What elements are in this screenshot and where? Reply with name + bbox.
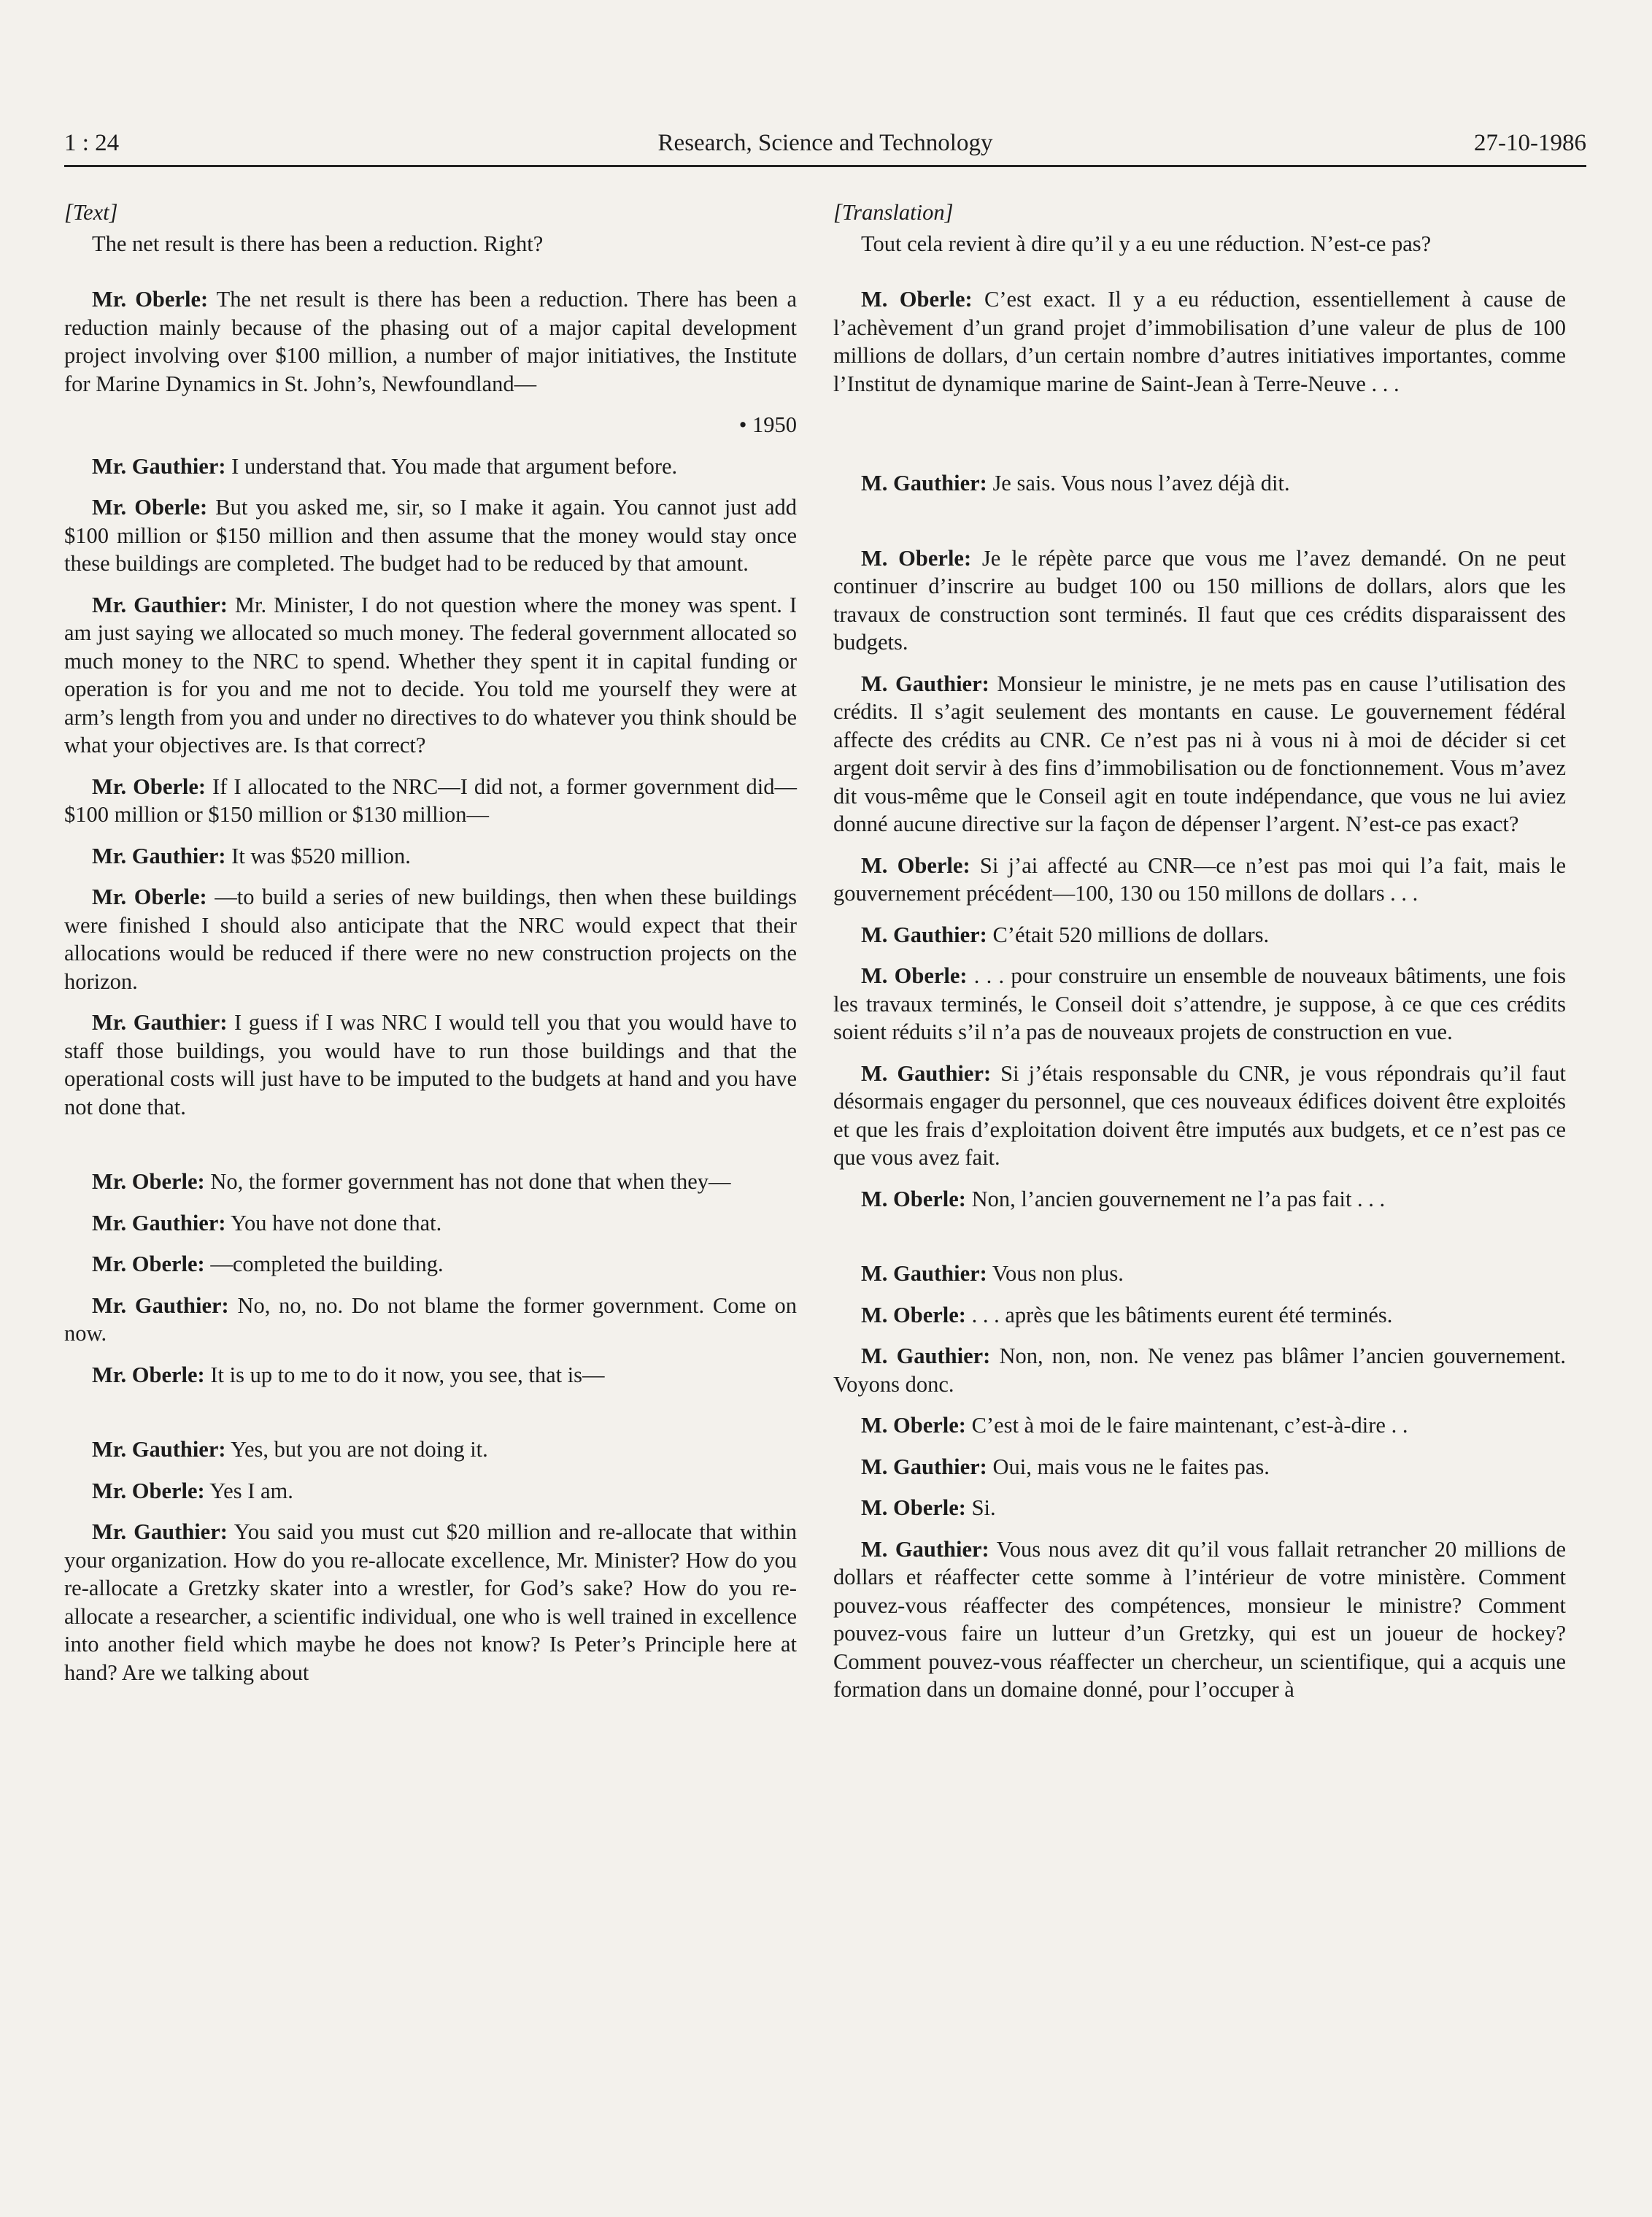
speaker-name: Mr. Oberle: xyxy=(92,884,207,909)
paragraph: Mr. Gauthier: No, no, no. Do not blame the former government. Come on now. xyxy=(64,1292,797,1346)
paragraph: The net result is there has been a reduction. Right? xyxy=(92,231,544,256)
speaker-name: M. Gauthier: xyxy=(861,671,989,696)
paragraph: M. Oberle: . . . après que les bâtiments eurent été terminés. xyxy=(861,1302,1393,1327)
paragraph: Mr. Oberle: Yes I am. xyxy=(92,1478,293,1503)
speaker-name: Mr. Gauthier: xyxy=(92,1010,228,1035)
speaker-name: Mr. Gauthier: xyxy=(92,843,226,868)
speaker-name: M. Oberle: xyxy=(861,1302,966,1327)
paragraph: M. Gauthier: Je sais. Vous nous l’avez déjà dit. xyxy=(861,471,1290,496)
paragraph: M. Oberle: Si. xyxy=(861,1495,996,1520)
paragraph: Mr. Gauthier: It was $520 million. xyxy=(92,843,411,868)
page-number: 1 : 24 xyxy=(64,130,120,156)
paragraph: Mr. Oberle: It is up to me to do it now, you see, that is— xyxy=(92,1362,605,1387)
section-label-text: Translation xyxy=(841,200,945,225)
running-title: Research, Science and Technology xyxy=(657,130,993,156)
speaker-name: M. Oberle: xyxy=(861,963,968,988)
paragraph: M. Oberle: . . . pour construire un ensemble de nouveaux bâtiments, une fois les travaux terminés, le Conseil doit s’attendre, je suppose, à ce que ces crédits soient réduits s’il n’a pas de nouveaux projets de construction en vue. xyxy=(833,963,1567,1044)
speaker-name: Mr. Oberle: xyxy=(92,287,209,312)
paragraph: M. Gauthier: C’était 520 millions de dollars. xyxy=(861,922,1270,947)
speaker-name: M. Gauthier: xyxy=(861,1536,989,1562)
paragraph: Mr. Oberle: But you asked me, sir, so I make it again. You cannot just add $100 million or $150 million and then assume that the money would stay once these buildings are completed. The budget had to be reduced by that amount. xyxy=(64,495,797,576)
speaker-name: Mr. Oberle: xyxy=(92,774,206,799)
paragraph: M. Gauthier: Oui, mais vous ne le faites pas. xyxy=(861,1454,1270,1479)
speaker-name: M. Oberle: xyxy=(861,852,970,878)
speaker-name: Mr. Gauthier: xyxy=(92,1210,226,1235)
speaker-name: M. Oberle: xyxy=(861,1495,966,1520)
paragraph: M. Gauthier: Vous nous avez dit qu’il vous fallait retrancher 20 millions de dollars et réaffecter cette somme à l’intérieur de votre ministère. Comment pouvez-vous réaffecter des compétences, monsieur le ministre? Comment pouvez-vous faire un lutteur d’un Gretzky, qui est un joueur de hockey? Comment pouvez-vous réaffecter un chercheur, un scientifique, qui a acquis une formation dans un domaine donné, pour l’occuper à xyxy=(833,1536,1566,1702)
speaker-name: M. Gauthier: xyxy=(861,1060,992,1086)
speaker-name: M. Oberle: xyxy=(861,1186,966,1211)
speaker-name: M. Gauthier: xyxy=(861,1454,987,1479)
paragraph: M. Oberle: Je le répète parce que vous me l’avez demandé. On ne peut continuer d’inscrire au budget 100 ou 150 millions de dollars, alors que les travaux de construction sont terminés. Il faut que ces crédits disparaissent des budgets. xyxy=(833,545,1566,655)
time-marker: • 1950 xyxy=(738,412,797,437)
speaker-name: Mr. Oberle: xyxy=(92,1478,205,1503)
paragraph: Mr. Oberle: The net result is there has been a reduction. There has been a reduction mainly because of the phasing out of a major capital development project involving over $100 million, a number of major initiatives, the Institute for Marine Dynamics in St. John’s, Newfoundland— xyxy=(64,287,797,396)
speaker-name: M. Gauthier: xyxy=(861,1343,991,1368)
page-header xyxy=(64,124,1586,167)
speaker-name: Mr. Oberle: xyxy=(92,1362,205,1387)
speaker-name: M. Gauthier: xyxy=(861,922,987,947)
speaker-name: M. Oberle: xyxy=(861,1413,966,1438)
paragraph: Mr. Oberle: —to build a series of new buildings, then when these buildings were finished I should also anticipate that the NRC would expect that their allocations would be reduced if there were no new construction projects on the horizon. xyxy=(64,884,797,994)
english-column xyxy=(64,198,797,1700)
speaker-name: Mr. Gauthier: xyxy=(92,1437,226,1462)
paragraph: Mr. Gauthier: You said you must cut $20 million and re-allocate that within your organization. How do you re-allocate excellence, Mr. Minister? How do you re-allocate a Gretzky skater into a wrestler, for God’s sake? How do you re-allocate a researcher, a scientific individual, one who is well trained in excellence into another field which maybe he does not know? Is Peter’s Principle here at hand? Are we talking about xyxy=(64,1519,797,1685)
paragraph: Mr. Gauthier: I understand that. You made that argument before. xyxy=(92,453,678,479)
paragraph: Mr. Oberle: If I allocated to the NRC—I did not, a former government did—$100 million or $150 million or $130 million— xyxy=(64,774,797,827)
paragraph: M. Oberle: Si j’ai affecté au CNR—ce n’est pas moi qui l’a fait, mais le gouvernement précédent—100, 130 ou 150 millons de dollars . . . xyxy=(833,852,1566,906)
speaker-name: M. Gauthier: xyxy=(861,471,987,496)
paragraph: Mr. Oberle: —completed the building. xyxy=(92,1252,444,1276)
paragraph: M. Gauthier: Vous non plus. xyxy=(861,1261,1124,1286)
speaker-name: Mr. Oberle: xyxy=(92,1252,205,1276)
speaker-name: M. Oberle: xyxy=(861,545,972,571)
paragraph: Mr. Gauthier: I guess if I was NRC I would tell you that you would have to staff those buildings, you would have to run those buildings and that the operational costs will just have to be imputed to the budgets at hand and you have not done that. xyxy=(64,1010,797,1119)
speaker-name: M. Gauthier: xyxy=(861,1261,987,1286)
french-column xyxy=(833,198,1566,1717)
speaker-name: Mr. Gauthier: xyxy=(92,453,226,479)
paragraph: Mr. Gauthier: Mr. Minister, I do not question where the money was spent. I am just saying we allocated so much money. The federal government allocated so much money to the NRC to spend. Whether they spent it in capital funding or operation is for you and me not to decide. You told me yourself they were at arm’s length from you and under no directives to do whatever you think should be what your objectives are. Is that correct? xyxy=(64,592,797,757)
paragraph: M. Oberle: C’est à moi de le faire maintenant, c’est-à-dire . . xyxy=(861,1413,1408,1438)
speaker-name: Mr. Gauthier: xyxy=(92,1519,228,1544)
paragraph: Tout cela revient à dire qu’il y a eu une réduction. N’est-ce pas? xyxy=(861,231,1432,256)
page-date: 27-10-1986 xyxy=(1474,130,1586,156)
paragraph: Mr. Gauthier: Yes, but you are not doing it. xyxy=(92,1437,488,1462)
speaker-name: Mr. Gauthier: xyxy=(92,1292,229,1318)
section-label: [Translation] xyxy=(833,200,954,225)
paragraph: M. Oberle: Non, l’ancien gouvernement ne l’a pas fait . . . xyxy=(861,1186,1386,1211)
section-label-text: Text xyxy=(72,200,109,225)
paragraph: M. Oberle: C’est exact. Il y a eu réduction, essentiellement à cause de l’achèvement d’un grand projet d’immobilisation d’une valeur de plus de 100 millions de dollars, d’un certain nombre d’autres initiatives importantes, comme l’Institut de dynamique marine de Saint-Jean à Terre-Neuve . . . xyxy=(833,287,1566,396)
speaker-name: Mr. Oberle: xyxy=(92,495,208,520)
speaker-name: Mr. Gauthier: xyxy=(92,592,228,617)
paragraph: M. Gauthier: Non, non, non. Ne venez pas blâmer l’ancien gouvernement. Voyons donc. xyxy=(833,1343,1566,1397)
speaker-name: Mr. Oberle: xyxy=(92,1169,205,1194)
speaker-name: M. Oberle: xyxy=(861,287,973,312)
section-label: [Text] xyxy=(64,200,118,225)
paragraph: Mr. Gauthier: You have not done that. xyxy=(92,1210,442,1235)
paragraph: M. Gauthier: Monsieur le ministre, je ne mets pas en cause l’utilisation des crédits. Il s’agit seulement des montants en cause. Le gouvernement fédéral affecte des crédits au CNR. Ce n’est pas ni à vous ni à moi de décider si cet argent doit servir à des fins d’immobilisation ou de fonctionnement. Vous m’avez dit vous-même que le Conseil agit en toute indépendance, que vous ne lui aviez donné aucune directive sur la façon de dépenser l’argent. N’est-ce pas exact? xyxy=(833,671,1566,836)
paragraph: Mr. Oberle: No, the former government has not done that when they— xyxy=(92,1169,731,1194)
paragraph: M. Gauthier: Si j’étais responsable du CNR, je vous répondrais qu’il faut désormais engager du personnel, que ces nouveaux édifices doivent être exploités et que les frais d’exploitation doivent être imputés aux budgets, et ce n’est pas ce que vous avez fait. xyxy=(833,1060,1566,1170)
